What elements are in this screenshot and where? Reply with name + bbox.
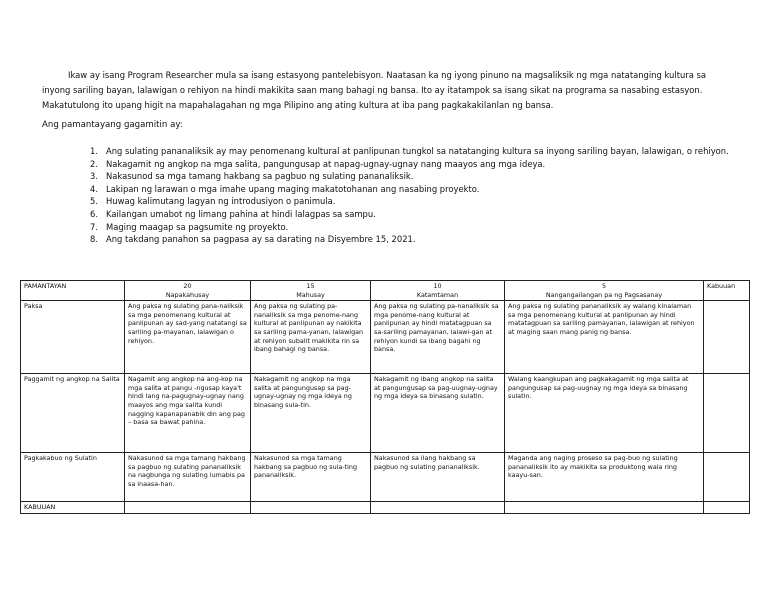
score-5-cell: Walang kaangkupan ang pagkakagamit ng mga salita at pangungusap sa pag-uugnay ng mga ideya sa binasang sulatin. (505, 374, 704, 453)
table-row (21, 453, 750, 502)
criteria-item (90, 233, 750, 246)
score-5-cell: Ang paksa ng sulating pananaliksik ay walang kinalaman sa mga penomenang kultural at panlipunan ay hindi matatagpuan sa sariling pamayanan, lalawigan at rehiyon at maging saan mang panig ng bansa. (505, 301, 704, 374)
total-label: KABUUAN (21, 502, 125, 514)
score-20-cell: Nakasunod sa mga tamang hakbang sa pagbuo ng sulating pananaliksik na nagbunga ng sulating lumabis pa sa inaasa-han. (125, 453, 251, 502)
criteria-number: 5. (90, 196, 98, 207)
header-score-15 (251, 281, 371, 301)
score-label: Mahusay (296, 290, 325, 299)
header-score-5 (505, 281, 704, 301)
score-20-cell: Ang paksa ng sulating pana-naliksik sa mga penomenang kultural at panlipunan ay sad-yang natatangi sa sariling pa-mayanan, lalawigan o rehiyon. (125, 301, 251, 374)
criteria-item (90, 195, 750, 208)
header-kabuuan: Kabuuan (704, 281, 750, 301)
score-label: Napakahusay (165, 290, 210, 299)
score-value: 10 (433, 282, 442, 290)
criteria-number: 6. (90, 208, 98, 219)
score-20-cell: Nagamit ang angkop na ang-kop na mga salita at pangu -ngusap kaya't hindi lang na-pagugnay-ugnay nang maayos ang mga salita kundi nagging kapanapanabik din ang pag – basa sa bawat pahina. (125, 374, 251, 453)
score-label: Katamtaman (416, 290, 459, 299)
total-cell (371, 502, 505, 514)
criterion-cell: Paksa (21, 301, 125, 374)
criteria-item (90, 145, 750, 158)
criteria-number: 3. (90, 171, 98, 182)
header-score-10 (371, 281, 505, 301)
table-header-row (21, 281, 750, 301)
criteria-number: 4. (90, 183, 98, 194)
kabuuan-cell (704, 453, 750, 502)
criteria-item (90, 183, 750, 196)
criteria-title: Ang pamantayang gagamitin ay: (42, 120, 183, 130)
rubric-table (20, 280, 750, 514)
criteria-number: 2. (90, 158, 98, 169)
criteria-text: Nakagamit ng angkop na mga salita, pangungusap at napag-ugnay-ugnay nang maayos ang mga ideya. (106, 158, 546, 169)
score-15-cell: Nakagamit ng angkop na mga salita at pangungusap sa pag-ugnay-ugnay ng mga ideya ng binasang sula-tin. (251, 374, 371, 453)
score-10-cell: Ang paksa ng sulating pa-nanaliksik sa mga penome-nang kultural at panlipunan ay hindi matatagpuan sa sa-sariling pamayanan, lalawi-gan at rehiyon kundi sa ibang bagahi ng bansa. (371, 301, 505, 374)
criteria-text: Maging maagap sa pagsumite ng proyekto. (106, 221, 289, 232)
score-10-cell: Nakagamit ng ibang angkop na salita at pangungusap sa pag-uugnay-ugnay ng mga ideya sa binasang sulatin. (371, 374, 505, 453)
criteria-number: 7. (90, 221, 98, 232)
criteria-text: Huwag kalimutang lagyan ng introdusiyon o panimula. (106, 196, 336, 207)
criteria-number: 8. (90, 234, 98, 245)
score-label: Nangangailangan pa ng Pagsasanay (545, 290, 663, 299)
criteria-number: 1. (90, 146, 98, 156)
criteria-item (90, 221, 750, 234)
score-value: 15 (306, 282, 315, 290)
criteria-item (90, 158, 750, 171)
criteria-list (90, 145, 750, 246)
criteria-item (90, 170, 750, 183)
score-value: 5 (601, 282, 607, 290)
criterion-cell: Paggamit ng angkop na Salita (21, 374, 125, 453)
intro-paragraph: Ikaw ay isang Program Researcher mula sa isang estasyong pantelebisyon. Naatasan ka ng iyong pinuno na magsaliksik ng mga natatanging kultura sa inyong sariling bayan, lalawigan o rehiyon na hindi makikita saan mang bahagi ng bansa. Ito ay itatampok sa isang sikat na programa sa nasabing estasyon. Makatutulong ito upang higit na mapahalagahan ng mga Pilipino ang ating kultura at iba pang pagkakakilanlan ng bansa. (42, 70, 707, 110)
total-cell (704, 502, 750, 514)
score-15-cell: Nakasunod sa mga tamang hakbang sa pagbuo ng sula-ting pananaliksik. (251, 453, 371, 502)
header-score-20 (125, 281, 251, 301)
total-cell (125, 502, 251, 514)
criteria-text: Ang sulating pananaliksik ay may penomenang kultural at panlipunan tungkol sa natatanging kultura sa inyong sariling bayan, lalawigan, o rehiyon. (106, 146, 729, 156)
criteria-text: Ang takdang panahon sa pagpasa ay sa darating na Disyembre 15, 2021. (106, 234, 416, 245)
score-15-cell: Ang paksa ng sulating pa-nanaliksik sa mga penome-nang kultural at panlipunan ay nakikita sa sariling pama-yanan, lalawigan at rehiyon subalit makikita rin sa ibang bahagi ng bansa. (251, 301, 371, 374)
criterion-cell: Pagkakabuo ng Sulatin (21, 453, 125, 502)
total-cell (505, 502, 704, 514)
table-row (21, 301, 750, 374)
criteria-text: Nakasunod sa mga tamang hakbang sa pagbuo ng sulating pananaliksik. (106, 171, 414, 182)
kabuuan-cell (704, 301, 750, 374)
score-10-cell: Nakasunod sa ilang hakbang sa pagbuo ng sulating pananaliksik. (371, 453, 505, 502)
criteria-item (90, 208, 750, 221)
criteria-text: Lakipan ng larawan o mga imahe upang maging makatotohanan ang nasabing proyekto. (106, 183, 480, 194)
criteria-text: Kailangan umabot ng limang pahina at hindi lalagpas sa sampu. (106, 208, 376, 219)
total-cell (251, 502, 371, 514)
score-value: 20 (183, 282, 192, 290)
table-row (21, 374, 750, 453)
kabuuan-cell (704, 374, 750, 453)
header-pamantayan: PAMANTAYAN (21, 281, 125, 301)
total-row (21, 502, 750, 514)
score-5-cell: Maganda ang naging proseso sa pag-buo ng sulating pananaliksik ito ay makikita sa produktong wala ring kaayu-san. (505, 453, 704, 502)
